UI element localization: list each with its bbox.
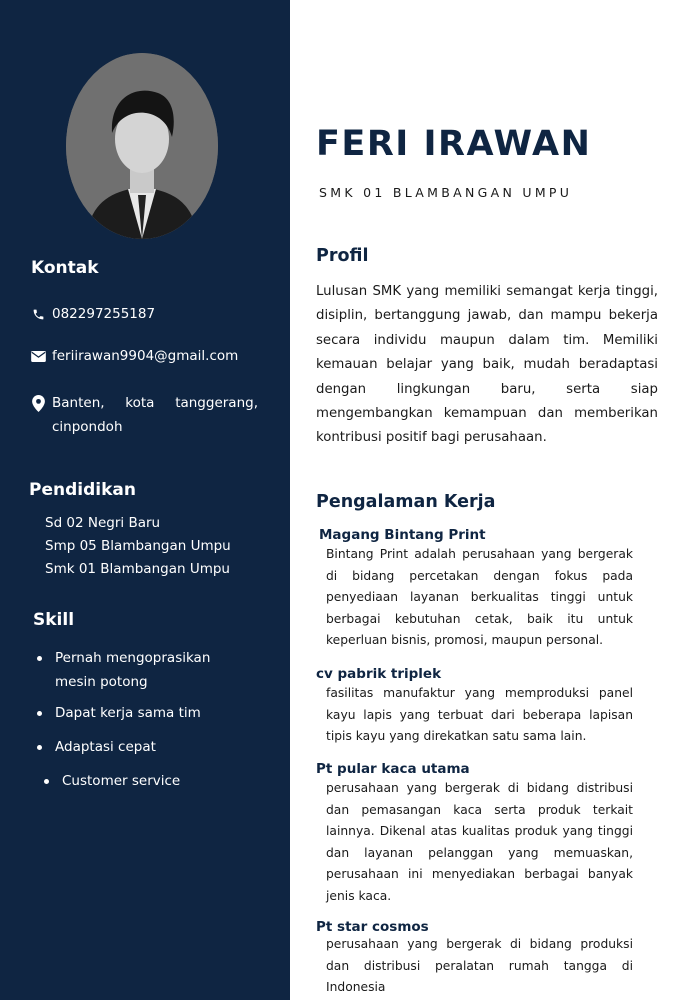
job-title: Magang Bintang Print (319, 527, 486, 543)
education-heading: Pendidikan (29, 480, 136, 500)
address-text: Banten, kota tanggerang, cinpondoh (52, 395, 258, 435)
main-content (290, 0, 698, 1000)
contact-address (30, 391, 258, 439)
job-description: perusahaan yang bergerak di bidang produksi dan distribusi peralatan rumah tangga di Indonesia (326, 937, 633, 994)
sidebar (0, 0, 290, 1000)
email-icon (30, 344, 46, 368)
bullet-icon (37, 745, 42, 750)
location-pin-icon (30, 391, 46, 415)
job-description: Bintang Print adalah perusahaan yang bergerak di bidang percetakan dengan fokus pada penyediaan layanan berkualitas tinggi untuk berbagai kebutuhan cetak, baik itu untuk keperluan bisnis, promosi, maupun personal. (326, 547, 633, 647)
contact-email (30, 344, 238, 368)
skill-item: Adaptasi cepat (37, 735, 156, 759)
job-title: cv pabrik triplek (316, 666, 442, 682)
skill-item: Dapat kerja sama tim (37, 701, 201, 725)
contact-phone (30, 302, 155, 326)
education-item: Smp 05 Blambangan Umpu (45, 538, 231, 554)
skill-item: Customer service (44, 769, 180, 793)
skill-item: Pernah mengoprasikan mesin potong (37, 646, 237, 694)
school-name: SMK 01 BLAMBANGAN UMPU (319, 185, 573, 200)
education-list (45, 512, 231, 581)
full-name: FERI IRAWAN (316, 124, 592, 164)
profile-heading: Profil (316, 246, 369, 266)
contact-heading: Kontak (31, 258, 99, 278)
bullet-icon (37, 656, 42, 661)
experience-heading: Pengalaman Kerja (316, 492, 496, 512)
job-title: Pt star cosmos (316, 919, 429, 935)
skill-heading: Skill (33, 610, 75, 630)
email-address: feriirawan9904@gmail.com (52, 348, 239, 364)
profile-text: Lulusan SMK yang memiliki semangat kerja tinggi, disiplin, bertanggung jawab, dan mampu bekerja secara individu maupun dalam tim. Memiliki kemauan belajar yang baik, mudah beradaptasi dengan lingkungan baru, serta siap mengembangkan kemampuan dan memberikan kontribusi positif bagi perusahaan. (316, 284, 658, 446)
job-description: fasilitas manufaktur yang memproduksi panel kayu lapis yang terbuat dari beberapa lapisan tipis kayu yang direkatkan satu sama lain. (326, 686, 633, 743)
education-item: Sd 02 Negri Baru (45, 515, 161, 531)
phone-icon (30, 302, 46, 326)
education-item: Smk 01 Blambangan Umpu (45, 561, 230, 577)
phone-number: 082297255187 (52, 306, 156, 322)
bullet-icon (44, 779, 49, 784)
job-description: perusahaan yang bergerak di bidang distribusi dan pemasangan kaca serta produk terkait lainnya. Dikenal atas kualitas produk yang tinggi dan layanan pelanggan yang memuaskan, perusahaan ini menyediakan berbagai banyak jenis kaca. (326, 781, 633, 903)
job-title: Pt pular kaca utama (316, 761, 470, 777)
bullet-icon (37, 711, 42, 716)
profile-photo (66, 53, 218, 239)
